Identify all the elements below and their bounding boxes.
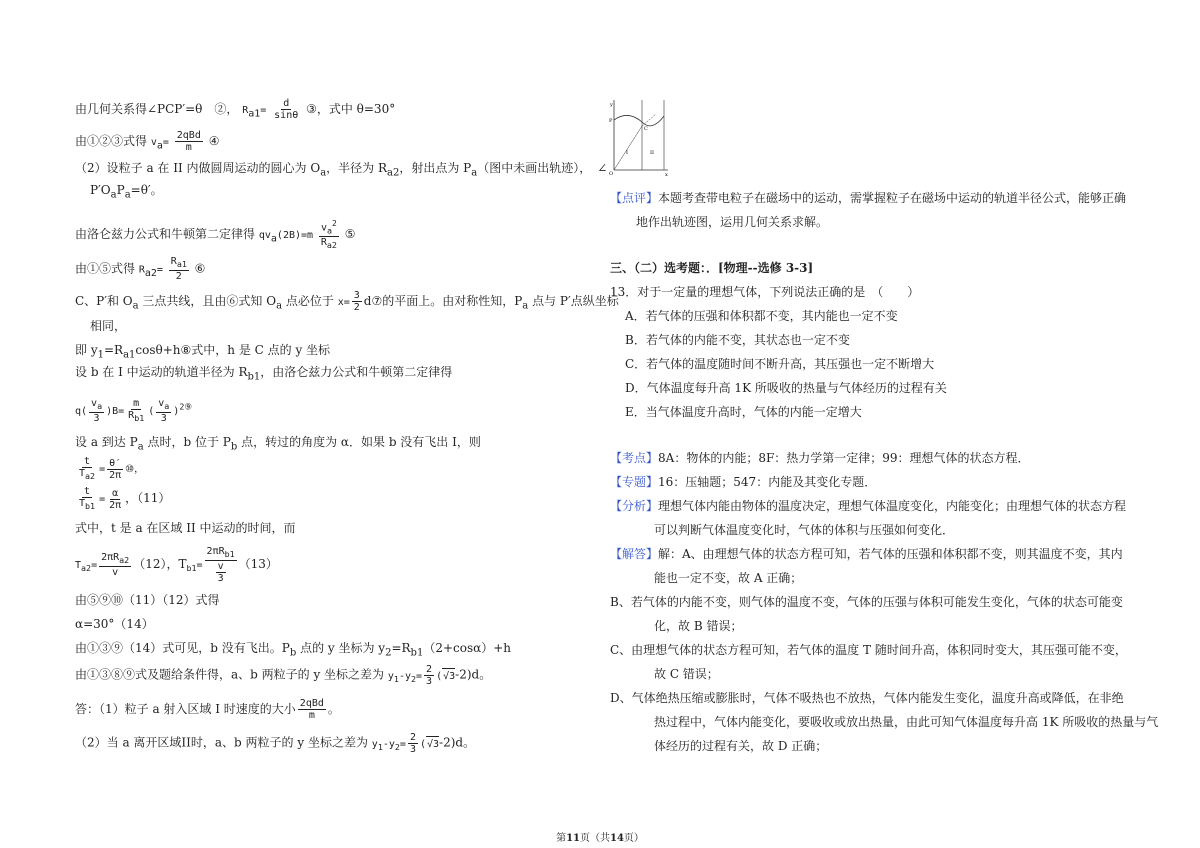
comment-line-1: 【点评】本题考查带电粒子在磁场中的运动，需掌握粒子在磁场中运动的轨道半径公式，能够正确 (610, 191, 1127, 205)
kaodian-line: 【考点】8A：物体的内能；8F：热力学第一定律；99：理想气体的状态方程． (610, 451, 1030, 465)
answer-c-line-2: 故 C 错误； (654, 667, 719, 681)
text-line-9: 即 $y_1=R_{a1}\cos\theta+h⑧$式中，h 是 C 点的 y 坐标 (75, 343, 331, 361)
option-d: D．气体温度每升高 1K 所吸收的热量与气体经历的过程有关 (625, 381, 947, 395)
answer-c-line-1: C、由理想气体的状态方程可知，若气体的温度 T 随时间升高，体积同时变大，其压强可能不变， (610, 643, 1127, 657)
jieda-line-1: 【解答】解：A、由理想气体的状态方程可知，若气体的压强和体积都不变，则其温度不变，其内 (610, 547, 1123, 561)
eq-line-20: 由①③⑧⑨式及题给条件得，a、b 两粒子的 y 坐标之差为 $y_1-y_2=$ $\frac{2}{3}$ (√3-2)d。 (75, 664, 492, 687)
eq-line-14: $\frac{t}{T_{b1}}$ = $\frac{\alpha}{2\pi}$ ，（11） (79, 486, 171, 511)
text-line-3: （2）设粒子 a 在 II 内做圆周运动的圆心为 $O_a$，半径为 $R_{a2}$，射出点为 $P_a$（图中未画出轨迹）， ∠ (75, 161, 608, 179)
svg-text:x: x (665, 172, 668, 176)
text-line-15: 式中，t 是 a 在区域 II 中运动的时间，而 (75, 521, 296, 535)
page-footer: 第11页（共14页） (556, 833, 644, 844)
eq-line-21: 答：（1）粒子 a 射入区域 I 时速度的大小 $\frac{\text{2qBd}}{m}$ 。 (75, 698, 340, 721)
svg-text:O: O (609, 171, 614, 176)
text-line-18: α=30°（14） (75, 617, 154, 631)
svg-text:P: P (609, 118, 613, 124)
answer-d-line-3: 体经历的过程有关，故 D 正确； (654, 739, 828, 753)
comment-tag: 【点评】 (610, 191, 659, 205)
answer-d-line-2: 热过程中，气体内能变化，要吸收或放出热量，由此可知气体温度每升高 1K 所吸收的热量与气 (654, 715, 1159, 729)
fenxi-line-2: 可以判断气体温度变化时，气体的体积与压强如何变化． (654, 523, 955, 537)
zhuanti-line: 【专题】16：压轴题；547：内能及其变化专题． (610, 475, 877, 489)
eq-line-5: 由洛仑兹力公式和牛顿第二定律得 $qv_a(2B)=m$ $\frac{v_a^2}{R_{a2}}$ ⑤ (75, 219, 356, 251)
eq-line-13: $\frac{t}{T_{a2}}$ = $\frac{\theta'}{2\pi}$ ⑩， (79, 456, 145, 481)
text-line-7: C、P′和 $O_a$ 三点共线，且由⑥式知 $O_a$ 点必位于 x= $\frac{3}{2}$ d⑦的平面上。由对称性知，$P_a$ 点与 P′点纵坐标 (75, 290, 619, 313)
jieda-line-2: 能也一定不变，故 A 正确； (654, 571, 803, 585)
text-line-19: 由①③⑨（14）式可见，b 没有飞出。$P_b$ 点的 y 坐标为 $y_2=R_{b1}(2+\cos\alpha)+h$ (75, 641, 511, 659)
option-c: C．若气体的温度随时间不断升高，其压强也一定不断增大 (625, 357, 935, 371)
eq-line-2: 由①②③式得 $v_a=$ $\frac{\text{2qBd}}{m}$ ④ (75, 130, 220, 153)
fraction: $\frac{\text{2qBd}}{m}$ (176, 130, 201, 153)
option-a: A．若气体的压强和体积都不变，其内能也一定不变 (625, 309, 898, 323)
trajectory-figure (608, 96, 670, 176)
eq-line-22: （2）当 a 离开区域II时，a、b 两粒子的 y 坐标之差为 $y_1-y_2=$ $\frac{2}{3}$ (√3-2)d。 (75, 732, 476, 755)
text-line-10: 设 b 在 I 中运动的轨道半径为 $R_{b1}$，由洛仑兹力公式和牛顿第二定律得 (75, 365, 453, 383)
option-e: E．当气体温度升高时，气体的内能一定增大 (625, 405, 862, 419)
eq-line-1: 由几何关系得∠PCP′=θ ②， $R_{a1}=$ $\frac{d}{\sin\theta}$ ③，式中 θ=30° (75, 98, 396, 121)
answer-b-line-2: 化，故 B 错误； (654, 619, 743, 633)
answer-d-line-1: D、气体绝热压缩或膨胀时，气体不吸热也不放热，气体内能发生变化，温度升高或降低，在非绝 (610, 691, 1124, 705)
svg-text:II: II (650, 150, 654, 156)
answer-b-line-1: B、若气体的内能不变，则气体的温度不变，气体的压强与体积可能发生变化，气体的状态可能变 (610, 595, 1123, 609)
svg-text:I: I (626, 150, 628, 156)
eq-line-6: 由①⑤式得 $R_{a2}=$ $\frac{R_{a1}}{2}$ ⑥ (75, 256, 206, 282)
eq-line-16: $T_{a2}=$ $\frac{2\pi R_{a2}}{v}$ （12），$T_{b1}=$ $\frac{2\pi R_{b1}}{\frac{v}{3}}$ （13） (75, 546, 278, 584)
comment-line-2: 地作出轨迹图，运用几何关系求解。 (636, 215, 829, 229)
text-line-12: 设 a 到达 $P_a$ 点时，b 位于 $P_b$ 点，转过的角度为 α．如果 b 没有飞出 I，则 (75, 435, 481, 453)
svg-text:C: C (644, 126, 648, 132)
svg-text:y: y (610, 102, 613, 108)
text-line-17: 由⑤⑨⑩（11）（12）式得 (75, 593, 220, 607)
text-line-8: 相同， (90, 319, 127, 333)
text-line-4: $P'O_aP_a=\theta'$。 (90, 183, 163, 201)
eq-line-11: q( $\frac{v_a}{3}$ )B= $\frac{m}{R_{b1}}$ ( $\frac{v_a}{3}$ )$^{2⑨}$ (75, 398, 192, 424)
option-b: B．若气体的内能不变，其状态也一定不变 (625, 333, 850, 347)
fraction: $\frac{d}{\sin\theta}$ (274, 98, 299, 121)
question-13: 13．对于一定量的理想气体，下列说法正确的是 （ ） (610, 285, 920, 299)
fenxi-line-1: 【分析】理想气体内能由物体的温度决定，理想气体温度变化，内能变化；由理想气体的状态方程 (610, 499, 1127, 513)
section-heading: 三、（二）选考题：．[物理--选修 3-3] (610, 261, 814, 275)
